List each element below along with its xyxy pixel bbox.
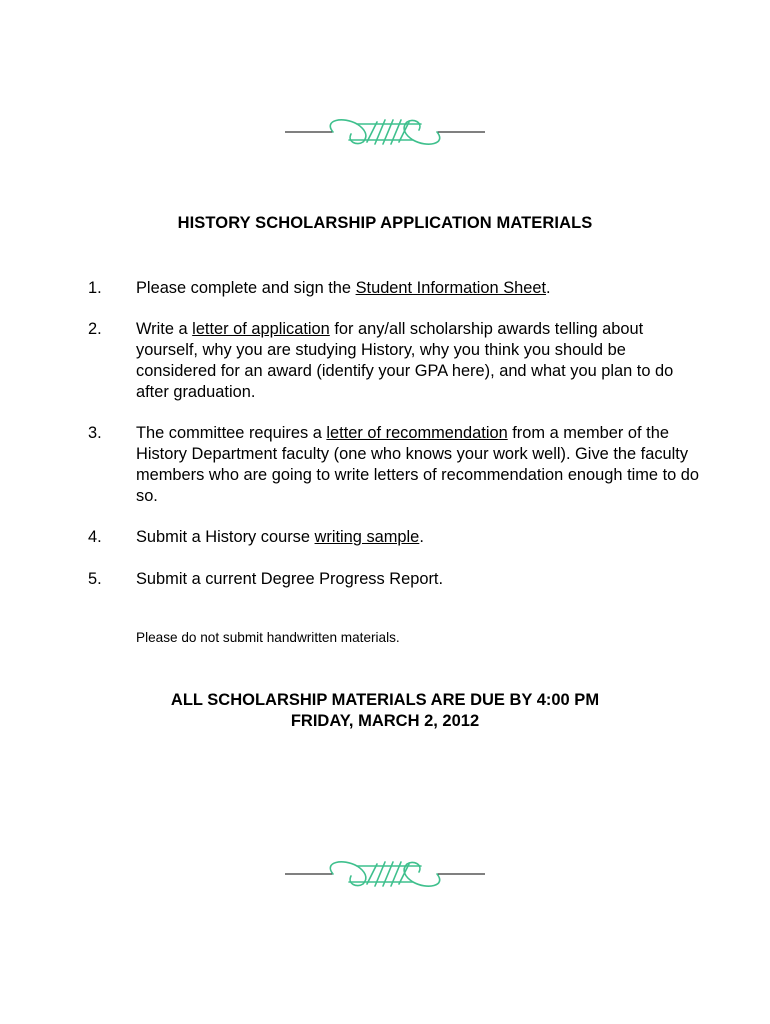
underlined-term: writing sample — [314, 528, 420, 546]
item-text-end: . — [419, 528, 424, 546]
item-text: Write a — [136, 320, 193, 338]
flourish-ornament-icon — [285, 112, 485, 152]
item-number: 4. — [88, 528, 102, 546]
item-number: 2. — [88, 320, 102, 338]
list-item — [88, 319, 708, 403]
note-text: Please do not submit handwritten materials. — [136, 630, 400, 645]
list-item — [88, 569, 708, 590]
item-text-end: . — [546, 279, 551, 297]
item-text-end: from a member of the History Department faculty (one who knows your work well). Give the faculty members who are going to write letters of recommendation enough time to do so. — [136, 424, 700, 505]
item-number: 3. — [88, 424, 102, 442]
due-line-1: ALL SCHOLARSHIP MATERIALS ARE DUE BY 4:00 PM — [170, 691, 600, 709]
list-item — [88, 278, 708, 299]
item-text: Submit a current Degree Progress Report. — [136, 570, 444, 588]
list-item — [88, 527, 708, 548]
list-item — [88, 423, 708, 507]
item-text: The committee requires a — [136, 424, 327, 442]
underlined-term: letter of recommendation — [326, 424, 508, 442]
underlined-term: letter of application — [192, 320, 330, 338]
underlined-term: Student Information Sheet — [355, 279, 547, 297]
flourish-ornament-icon — [285, 854, 485, 894]
item-text-end: for any/all scholarship awards telling about yourself, why you are studying History, why you think you should be considered for an award (identify your GPA here), and what you plan to do after graduation. — [136, 320, 674, 401]
due-line-2: FRIDAY, MARCH 2, 2012 — [290, 712, 480, 730]
item-text: Submit a History course — [136, 528, 315, 546]
page-title: HISTORY SCHOLARSHIP APPLICATION MATERIALS — [177, 214, 593, 232]
item-number: 1. — [88, 279, 102, 297]
item-text: Please complete and sign the — [136, 279, 356, 297]
item-number: 5. — [88, 570, 102, 588]
due-date-notice — [0, 690, 770, 732]
